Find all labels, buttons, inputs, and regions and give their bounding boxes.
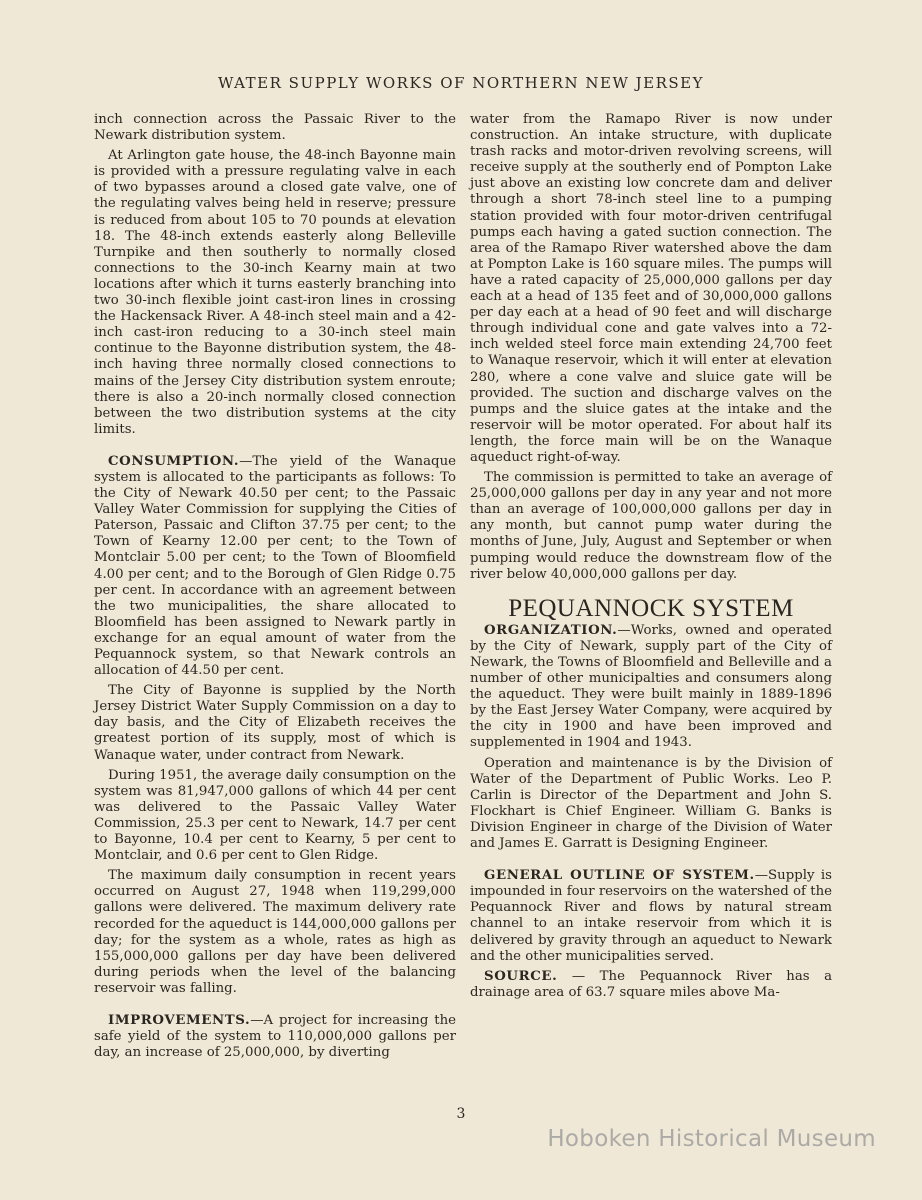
consumption-text: —The yield of the Wanaque system is allocated to the participants as follows: To the City of Newark 40.50 per cent; to the Passaic Valley Water Commission for supplying the Cities of Paterson, Passaic and Clifton 37.75 per cent; to the Town of Kearny 12.00 per cent; to the Town of Montclair 5.00 per cent; to the Town of Bloomfield 4.00 per cent; and to the Borough of Glen Ridge 0.75 per cent. In accordance with an agreement between the two municipalities, the share allocated to Bloomfield has been assigned to Newark partly in exchange for an equal amount of water from the Pequannock system, so that Newark controls an allocation of 44.50 per cent.	[94, 453, 456, 679]
source-text: — The Pequannock River has a drainage area of 63.7 square miles above Ma-	[470, 968, 832, 1000]
paragraph: At Arlington gate house, the 48-inch Bayonne main is provided with a pressure regulating valve in each of two bypasses around a closed gate valve, one of the regulating valves being held in reserve; pressure is reduced from about 105 to 70 pounds at elevation 18. The 48-inch extends easterly along Belleville Turnpike and then southerly to normally closed connections to the 30-inch Kearny main at two locations after which it turns easterly branching into two 30-inch flexible joint cast-iron lines in crossing the Hackensack River. A 48-inch steel main and a 42-inch cast-iron reducing to a 30-inch steel main continue to the Bayonne distribution system, the 48-inch having three normally closed connections to mains of the Jersey City distribution system enroute; there is also a 20-inch normally closed connection between the two distribution systems at the city limits.	[94, 148, 456, 437]
organization-paragraph	[470, 623, 832, 752]
section-title: PEQUANNOCK SYSTEM	[508, 594, 794, 622]
paragraph: The commission is permitted to take an average of 25,000,000 gallons per day in any year and not more than an average of 100,000,000 gallons per day in any month, but cannot pump water during the months of June, July, August and September or when pumping would reduce the downstream flow of the river below 40,000,000 gallons per day.	[470, 470, 832, 582]
organization-heading: ORGANIZATION.	[484, 622, 618, 638]
outline-heading: GENERAL OUTLINE OF SYSTEM.	[484, 868, 755, 884]
paragraph: water from the Ramapo River is now under construction. An intake structure, with duplicate trash racks and motor-driven revolving screens, will receive supply at the southerly end of Pompton Lake just above an existing low concrete dam and deliver through a short 78-inch steel line to a pumping station provided with four motor-driven centrifugal pumps each having a gated suction connection. The area of the Ramapo River watershed above the dam at Pompton Lake is 160 square miles. The pumps will have a rated capacity of 25,000,000 gallons per day each at a head of 135 feet and of 30,000,000 gallons per day each at a head of 90 feet and will discharge through individual cone and gate valves into a 72-inch welded steel force main extending 24,700 feet to Wanaque reservoir, which it will enter at elevation 280, where a cone valve and sluice gate will be provided. The suction and discharge valves on the pumps and the sluice gates at the intake and the reservoir will be motor operated. For about half its length, the force main will be on the Wanaque aqueduct right-of-way.	[470, 112, 832, 465]
consumption-paragraph	[94, 454, 456, 679]
right-column	[470, 112, 832, 1001]
organization-text: —Works, owned and operated by the City of Newark, supply part of the City of Newark, the Towns of Bloomfield and Belleville and a number of other municipalties and consumers along the aqueduct. They were built mainly in 1889-1896 by the East Jersey Water Company, were acquired by the city in 1900 and have been improved and supplemented in 1904 and 1943.	[470, 622, 832, 751]
paragraph: Operation and maintenance is by the Division of Water of the Department of Public Works. Leo P. Carlin is Director of the Department and John S. Flockhart is Chief Engineer. William G. Banks is Division Engineer in charge of the Division of Water and James E. Garratt is Designing Engineer.	[470, 755, 832, 852]
left-column	[94, 112, 456, 1061]
improvements-heading: IMPROVEMENTS.	[108, 1012, 251, 1028]
paragraph: During 1951, the average daily consumption on the system was 81,947,000 gallons of which 44 per cent was delivered to the Passaic Valley Water Commission, 25.3 per cent to Newark, 14.7 per cent to Bayonne, 10.4 per cent to Kearny, 5 per cent to Montclair, and 0.6 per cent to Glen Ridge.	[94, 767, 456, 864]
source-paragraph	[470, 969, 832, 1001]
source-heading: SOURCE.	[484, 968, 558, 984]
outline-paragraph	[470, 868, 832, 965]
paragraph: The maximum daily consumption in recent years occurred on August 27, 1948 when 119,299,000 gallons were delivered. The maximum delivery rate recorded for the aqueduct is 144,000,000 gallons per day; for the system as a whole, rates as high as 155,000,000 gallons per day have been delivered during periods when the level of the balancing reservoir was falling.	[94, 868, 456, 996]
watermark: Hoboken Historical Museum	[547, 1126, 876, 1152]
outline-text: —Supply is impounded in four reservoirs on the watershed of the Pequannock River and flows by natural stream channel to an intake reservoir from which it is delivered by gravity through an aqueduct to Newark and the other municipalities served.	[470, 868, 833, 964]
improvements-paragraph	[94, 1013, 456, 1061]
page-number: 3	[456, 1106, 466, 1122]
paragraph: inch connection across the Passaic River to the Newark distribution system.	[94, 112, 456, 144]
running-head: WATER SUPPLY WORKS OF NORTHERN NEW JERSEY	[217, 74, 705, 92]
consumption-heading: CONSUMPTION.	[108, 453, 240, 469]
paragraph: The City of Bayonne is supplied by the North Jersey District Water Supply Commission on a day to day basis, and the City of Elizabeth receives the greatest portion of its supply, most of which is Wanaque water, under contract from Newark.	[94, 683, 456, 763]
improvements-text: —A project for increasing the safe yield of the system to 110,000,000 gallons per day, an increase of 25,000,000, by diverting	[94, 1012, 456, 1061]
